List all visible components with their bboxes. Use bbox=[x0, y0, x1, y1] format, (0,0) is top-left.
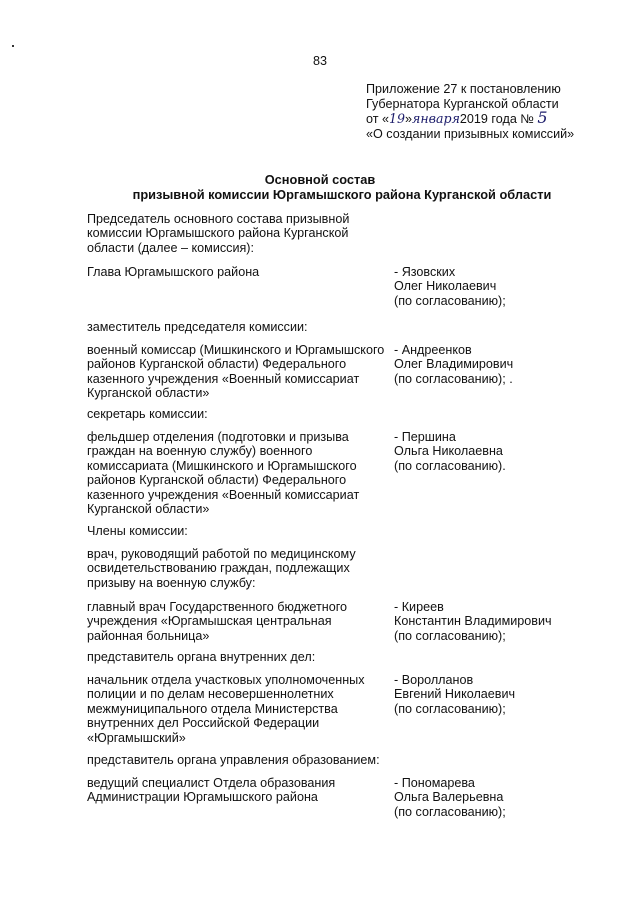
person-deputy: - Андреенков Олег Владимирович (по согласованию); . bbox=[394, 343, 514, 386]
document-title: Основной состав bbox=[264, 172, 376, 187]
heading-education: представитель органа управления образованием: bbox=[87, 753, 380, 767]
person-education: - Пономарева Ольга Валерьевна (по согласованию); bbox=[394, 776, 506, 819]
position-chief-doctor: главный врач Государственного бюджетного учреждения «Юргамышская центральная районная больница» bbox=[87, 600, 348, 643]
heading-members: Члены комиссии: bbox=[87, 524, 188, 538]
heading-police: представитель органа внутренних дел: bbox=[87, 650, 316, 664]
scan-speck bbox=[12, 45, 14, 47]
person-police: - Воролланов Евгений Николаевич (по согласованию); bbox=[394, 673, 516, 716]
annex-date-prefix: от « bbox=[366, 112, 389, 127]
annex-header bbox=[366, 82, 574, 141]
document-subtitle: призывной комиссии Юргамышского района Курганской области bbox=[132, 187, 552, 202]
person-chair: - Язовских Олег Николаевич (по согласованию); bbox=[394, 265, 506, 308]
heading-doctor: врач, руководящий работой по медицинскому освидетельствованию граждан, подлежащих призыву на военную службу: bbox=[87, 547, 356, 590]
position-deputy: военный комиссар (Мишкинского и Юргамышского районов Курганской области) Федерального казенного учреждения «Военный комиссариат Курганской области» bbox=[87, 343, 385, 401]
intro-text: Председатель основного состава призывной комиссии Юргамышского района Курганской области (далее – комиссия): bbox=[87, 212, 350, 255]
annex-line-4: «О создании призывных комиссий» bbox=[366, 126, 575, 141]
annex-line-3 bbox=[366, 108, 574, 128]
handwritten-day: 19 bbox=[389, 111, 406, 127]
person-secretary: - Першина Ольга Николаевна (по согласованию). bbox=[394, 430, 506, 473]
annex-date-mid: » bbox=[405, 112, 413, 127]
annex-line-1: Приложение 27 к постановлению bbox=[366, 82, 561, 96]
annex-year: 2019 года № bbox=[459, 112, 534, 127]
page-number: 83 bbox=[312, 54, 327, 68]
handwritten-number: 5 bbox=[537, 108, 548, 128]
position-education: ведущий специалист Отдела образования Администрации Юргамышского района bbox=[87, 776, 336, 805]
handwritten-month: января bbox=[412, 111, 460, 127]
position-police: начальник отдела участковых уполномоченных полиции и по делам несовершеннолетних межмуниципального отдела Министерства внутренних дел Российской Федерации «Юргамышский» bbox=[87, 673, 365, 745]
person-chief-doctor: - Киреев Константин Владимирович (по согласованию); bbox=[394, 600, 552, 643]
heading-secretary: секретарь комиссии: bbox=[87, 407, 208, 421]
heading-deputy: заместитель председателя комиссии: bbox=[87, 320, 308, 334]
position-secretary: фельдшер отделения (подготовки и призыва граждан на военную службу) военного комиссариата (Мишкинского и Юргамышского районов Курганской области) Федерального казенного учреждения «Военный комиссариат Курганской области» bbox=[87, 430, 360, 517]
position-chair: Глава Юргамышского района bbox=[87, 265, 260, 279]
annex-line-2: Губернатора Курганской области bbox=[366, 96, 559, 111]
